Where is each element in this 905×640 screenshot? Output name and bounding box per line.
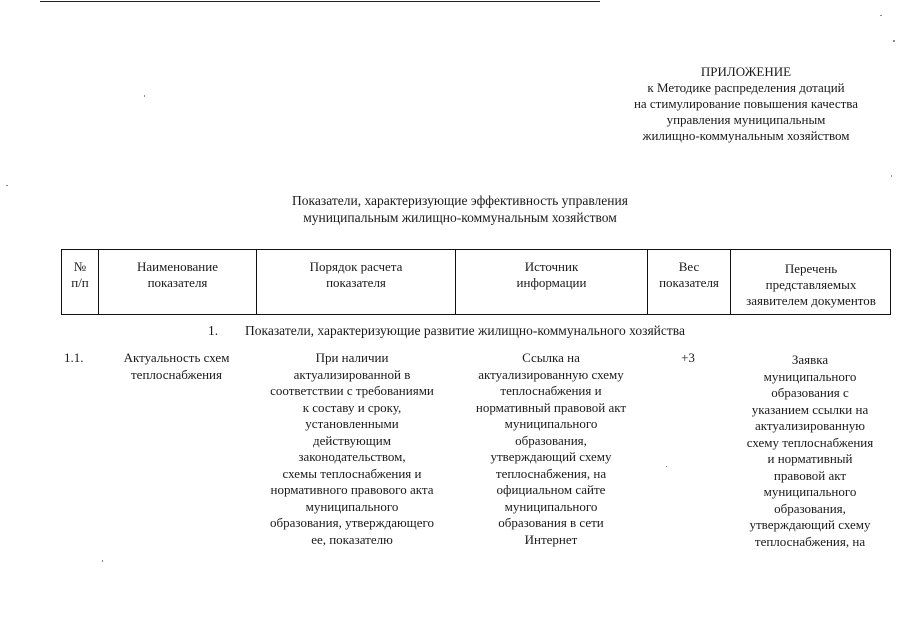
- header-text: Источник: [524, 259, 579, 274]
- documents-line: образования с: [771, 385, 849, 400]
- calc-line: к составу и сроку,: [302, 399, 402, 415]
- scan-speck: [6, 185, 8, 186]
- documents-line: образования,: [774, 500, 846, 516]
- appendix-block: [596, 64, 896, 144]
- row-name-line: теплоснабжения: [131, 366, 222, 382]
- calc-line: установленными: [305, 416, 399, 431]
- documents-line: актуализированную: [754, 418, 866, 433]
- document-title-line: Показатели, характеризующие эффективность управления: [292, 193, 628, 208]
- section-title: Показатели, характеризующие развитие жилищно-коммунального хозяйства: [245, 323, 685, 338]
- scan-speck: [893, 40, 895, 42]
- source-line: нормативный правовой акт: [475, 399, 627, 415]
- section-number: 1.: [208, 323, 219, 338]
- header-text: заявителем документов: [746, 293, 876, 308]
- source-line: образования в сети: [498, 515, 604, 530]
- documents-line: муниципального: [763, 368, 857, 384]
- calc-line: ее, показателю: [311, 531, 393, 547]
- header-text: Наименование: [137, 259, 218, 274]
- calc-line: образования, утверждающего: [270, 515, 434, 530]
- header-text: п/п: [71, 275, 89, 290]
- appendix-heading: ПРИЛОЖЕНИЕ: [700, 64, 792, 79]
- documents-line: схему теплоснабжения: [746, 434, 874, 450]
- header-text: показателя: [659, 275, 719, 290]
- row-name-line: Актуальность схем: [123, 350, 230, 365]
- appendix-line: жилищно-коммунальным хозяйством: [642, 128, 850, 143]
- header-text: Вес: [678, 259, 700, 274]
- row-name: [99, 350, 254, 383]
- document-title-line: муниципальным жилищно-коммунальным хозяйством: [303, 210, 617, 225]
- header-text: Перечень: [784, 261, 838, 276]
- scan-speck: [891, 175, 892, 177]
- documents-line: теплоснабжения, на: [754, 533, 866, 549]
- source-line: теплоснабжения и: [500, 383, 602, 398]
- scan-speck: [144, 95, 145, 97]
- header-number: [62, 259, 98, 291]
- scan-speck: [102, 560, 103, 562]
- calc-line: законодательством,: [298, 449, 406, 464]
- header-documents: [731, 261, 891, 309]
- documents-line: Заявка: [791, 352, 829, 367]
- row-source: [455, 350, 647, 548]
- header-source: [456, 259, 647, 291]
- source-line: Интернет: [524, 531, 578, 547]
- row-number: 1.1.: [64, 350, 84, 365]
- source-line: официальном сайте: [496, 482, 606, 497]
- source-line: актуализированную схему: [478, 366, 624, 382]
- source-line: муниципального: [504, 498, 598, 514]
- calc-line: нормативного правового акта: [270, 482, 434, 497]
- documents-line: утверждающий схему: [749, 517, 871, 532]
- scan-speck: [880, 15, 882, 16]
- row-weight: +3: [681, 350, 695, 365]
- documents-line: муниципального: [763, 484, 857, 499]
- appendix-line: на стимулирование повышения качества: [633, 96, 859, 111]
- scan-speck: [666, 466, 667, 467]
- row-calculation: [252, 350, 452, 548]
- header-text: показателя: [326, 275, 386, 290]
- source-line: утверждающий схему: [490, 449, 612, 464]
- header-text: представляемых: [765, 277, 857, 292]
- calc-line: действующим: [313, 432, 391, 448]
- calc-line: актуализированной в: [293, 366, 411, 382]
- header-text: №: [73, 259, 87, 274]
- appendix-line: к Методике распределения дотаций: [647, 80, 845, 95]
- calc-line: муниципального: [305, 498, 399, 514]
- source-line: муниципального: [504, 416, 598, 431]
- header-weight: [648, 259, 730, 291]
- table-header: [61, 249, 891, 315]
- documents-line: указанием ссылки на: [751, 401, 869, 417]
- source-line: Ссылка на: [522, 350, 580, 365]
- header-calculation: [257, 259, 455, 291]
- source-line: теплоснабжения, на: [495, 465, 607, 481]
- header-text: показателя: [147, 275, 208, 290]
- header-name: [99, 259, 256, 291]
- documents-line: правовой акт: [773, 467, 847, 483]
- documents-line: и нормативный: [767, 451, 853, 466]
- appendix-line: управления муниципальным: [666, 112, 826, 127]
- calc-line: При наличии: [315, 350, 389, 365]
- scan-edge-line: [40, 1, 600, 2]
- calc-line: соответствии с требованиями: [270, 383, 434, 398]
- header-text: информации: [516, 275, 587, 290]
- header-text: Порядок расчета: [309, 259, 403, 274]
- row-documents: [730, 352, 890, 550]
- calc-line: схемы теплоснабжения и: [282, 465, 422, 481]
- source-line: образования,: [515, 432, 587, 448]
- document-title: [230, 192, 690, 226]
